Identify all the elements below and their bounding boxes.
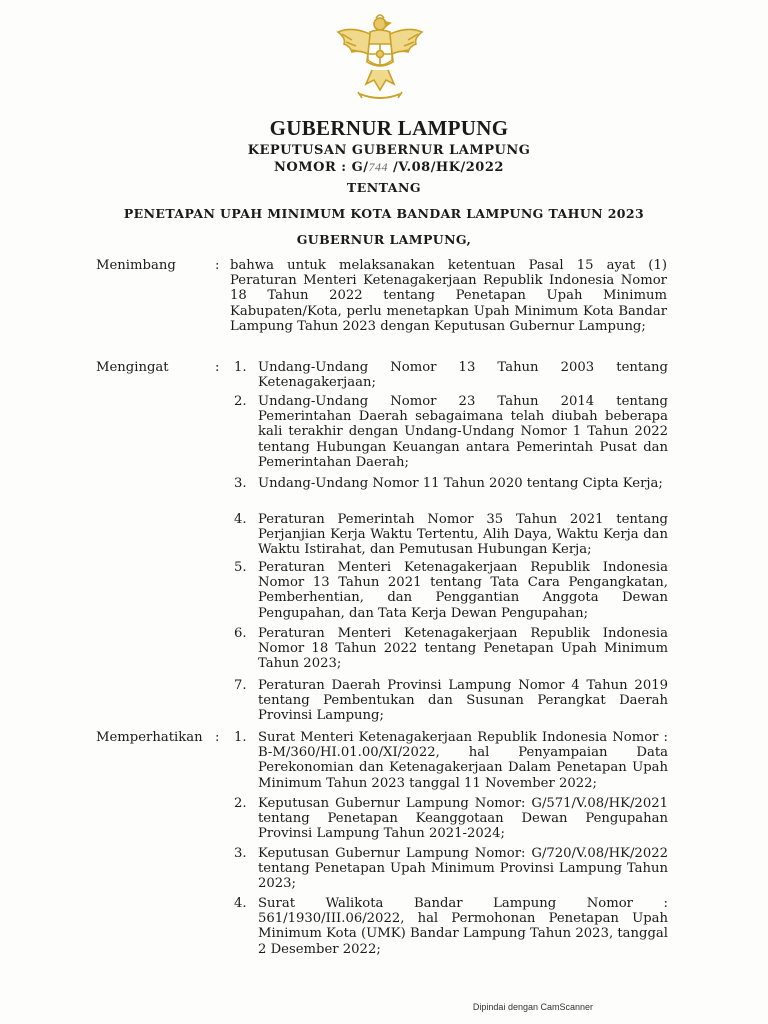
mengingat-colon: : [215, 360, 220, 375]
item-text: Undang-Undang Nomor 23 Tahun 2014 tentang Pemerintahan Daerah sebagaimana telah diubah beberapa kali terakhir dengan Undang-Undang Nomor 1 Tahun 2022 tentang Hubungan Keuangan antara Pemerintah Pusat dan Pemerintahan Daerah; [258, 394, 668, 470]
item-number: 2. [234, 796, 247, 811]
nomor-handwritten: 744 [368, 160, 388, 174]
item-number: 3. [234, 846, 247, 861]
item-number: 1. [234, 730, 247, 745]
item-number: 4. [234, 896, 247, 911]
item-number: 1. [234, 360, 247, 375]
item-number: 2. [234, 394, 247, 409]
memperhatikan-colon: : [215, 730, 220, 745]
item-number: 4. [234, 512, 247, 527]
item-text: Peraturan Menteri Ketenagakerjaan Republik Indonesia Nomor 13 Tahun 2021 tentang Tata Cara Pengangkatan, Pemberhentian, dan Penggantian Anggota Dewan Pengupahan, dan Tata Kerja Dewan Pengupahan; [258, 560, 668, 621]
item-text: Undang-Undang Nomor 13 Tahun 2003 tentang Ketenagakerjaan; [258, 360, 668, 391]
item-number: 5. [234, 560, 247, 575]
menimbang-text: bahwa untuk melaksanakan ketentuan Pasal 15 ayat (1) Peraturan Menteri Ketenagakerjaan Republik Indonesia Nomor 18 Tahun 2022 tentang Penetapan Upah Minimum Kabupaten/Kota, perlu menetapkan Upah Minimum Kota Bandar Lampung Tahun 2023 dengan Keputusan Gubernur Lampung; [230, 258, 667, 334]
item-number: 6. [234, 626, 247, 641]
decree-label: KEPUTUSAN GUBERNUR LAMPUNG [247, 143, 531, 158]
letterhead [0, 116, 768, 175]
menimbang-colon: : [215, 258, 220, 273]
governor-heading: GUBERNUR LAMPUNG, [296, 232, 472, 247]
item-text: Undang-Undang Nomor 11 Tahun 2020 tentang Cipta Kerja; [258, 476, 663, 491]
scanner-watermark: Dipindai dengan CamScanner [472, 1002, 593, 1012]
governor-title: GUBERNUR LAMPUNG [269, 116, 509, 140]
garuda-emblem-icon [330, 10, 430, 110]
item-text: Peraturan Menteri Ketenagakerjaan Republik Indonesia Nomor 18 Tahun 2022 tentang Penetapan Upah Minimum Tahun 2023; [258, 626, 668, 672]
mengingat-label: Mengingat [96, 360, 169, 375]
item-text: Surat Walikota Bandar Lampung Nomor : 561/1930/III.06/2022, hal Permohonan Penetapan Upah Minimum Kota (UMK) Bandar Lampung Tahun 2023, tanggal 2 Desember 2022; [258, 896, 668, 957]
menimbang-label: Menimbang [96, 258, 176, 273]
tentang-heading: TENTANG [346, 180, 422, 195]
item-text: Surat Menteri Ketenagakerjaan Republik Indonesia Nomor : B-M/360/HI.01.00/XI/2022, hal Penyampaian Data Perekonomian dan Ketenagakerjaan Dalam Penetapan Upah Minimum Tahun 2023 tanggal 11 November 2022; [258, 730, 668, 791]
item-text: Peraturan Daerah Provinsi Lampung Nomor 4 Tahun 2019 tentang Pembentukan dan Susunan Perangkat Daerah Provinsi Lampung; [258, 678, 668, 724]
memperhatikan-label: Memperhatikan [96, 730, 203, 745]
decree-number [10, 160, 768, 175]
nomor-suffix: /V.08/HK/2022 [387, 160, 504, 175]
item-text: Keputusan Gubernur Lampung Nomor: G/720/V.08/HK/2022 tentang Penetapan Upah Minimum Provinsi Lampung Tahun 2023; [258, 846, 668, 892]
item-number: 3. [234, 476, 247, 491]
item-text: Keputusan Gubernur Lampung Nomor: G/571/V.08/HK/2021 tentang Penetapan Keanggotaan Dewan Pengupahan Provinsi Lampung Tahun 2021-2024; [258, 796, 668, 842]
item-number: 7. [234, 678, 247, 693]
nomor-prefix: NOMOR : G/ [274, 160, 369, 175]
subject-heading: PENETAPAN UPAH MINIMUM KOTA BANDAR LAMPUNG TAHUN 2023 [123, 206, 645, 221]
item-text: Peraturan Pemerintah Nomor 35 Tahun 2021 tentang Perjanjian Kerja Waktu Tertentu, Alih Daya, Waktu Kerja dan Waktu Istirahat, dan Pemutusan Hubungan Kerja; [258, 512, 668, 558]
